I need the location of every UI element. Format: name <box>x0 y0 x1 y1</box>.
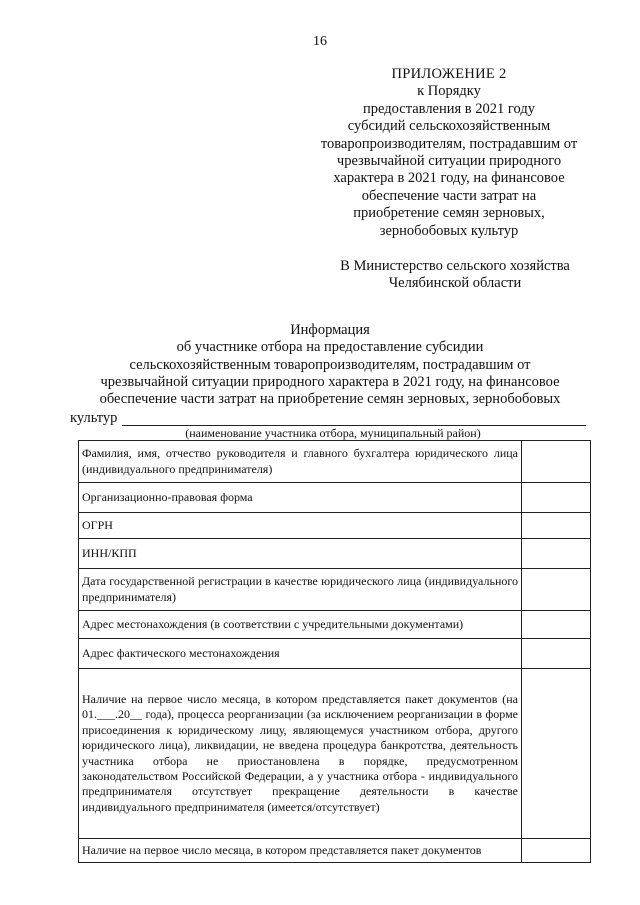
row-label: Организационно-правовая форма <box>79 483 522 513</box>
page-number: 16 <box>313 34 327 49</box>
appendix-line: приобретение семян зерновых, <box>353 205 545 222</box>
row-label: Фамилия, имя, отчество руководителя и главного бухгалтера юридического лица (индивидуального предпринимателя) <box>79 441 522 483</box>
recipient-block <box>318 258 592 293</box>
info-last-word: культур <box>70 410 118 426</box>
row-value-cell[interactable] <box>522 513 591 539</box>
table-row <box>79 539 591 569</box>
appendix-line: зернобобовых культур <box>379 222 519 239</box>
row-value-cell[interactable] <box>522 539 591 569</box>
row-value-cell[interactable] <box>522 611 591 639</box>
appendix-line: товаропроизводителям, пострадавшим от <box>320 135 578 152</box>
row-value-cell[interactable] <box>522 839 591 863</box>
appendix-line: субсидий сельскохозяйственным <box>347 118 551 135</box>
table-row <box>79 513 591 539</box>
row-value-cell[interactable] <box>522 441 591 483</box>
row-value-cell[interactable] <box>522 639 591 669</box>
row-value-cell[interactable] <box>522 669 591 839</box>
row-label: Адрес местонахождения (в соответствии с учредительными документами) <box>79 611 522 639</box>
appendix-line: к Порядку <box>417 83 481 100</box>
participant-info-table <box>78 440 591 863</box>
appendix-line: чрезвычайной ситуации природного <box>336 153 562 170</box>
row-label: Наличие на первое число месяца, в котором представляется пакет документов <box>79 839 522 863</box>
appendix-line: обеспечение части затрат на <box>361 187 537 204</box>
row-value-cell[interactable] <box>522 483 591 513</box>
info-line: сельскохозяйственным товаропроизводителям, пострадавшим от <box>129 356 531 373</box>
table-row <box>79 441 591 483</box>
info-line: об участнике отбора на предоставление субсидии <box>176 339 484 356</box>
info-heading <box>70 322 590 408</box>
table-row <box>79 839 591 863</box>
info-line: обеспечение части затрат на приобретение семян зерновых, зернобобовых <box>99 391 561 408</box>
info-line: чрезвычайной ситуации природного характера в 2021 году, на финансовое <box>100 373 560 390</box>
table-row <box>79 611 591 639</box>
table-row <box>79 669 591 839</box>
appendix-line: характера в 2021 году, на финансовое <box>333 170 565 187</box>
appendix-header <box>318 66 580 240</box>
recipient-line: Челябинской области <box>388 275 522 292</box>
row-label: ИНН/КПП <box>79 539 522 569</box>
table-row <box>79 569 591 611</box>
appendix-line: предоставления в 2021 году <box>363 100 535 117</box>
table-row <box>79 639 591 669</box>
row-value-cell[interactable] <box>522 569 591 611</box>
row-label: Наличие на первое число месяца, в котором представляется пакет документов (на 01.___.20__ года), процесса реорганизации (за исключением реорганизации в форме присоединения к юридическому лицу, являющемуся участником отбора, другого юридического лица), ликвидации, не введена процедура банкротства, деятельность участника отбора не приостановлена в порядке, предусмотренном законодательством Российской Федерации, а у участника отбора - индивидуального предпринимателя отсутствует прекращение деятельности в качестве индивидуального предпринимателя (имеется/отсутствует) <box>79 669 522 839</box>
row-label: Адрес фактического местонахождения <box>79 639 522 669</box>
row-label: Дата государственной регистрации в качестве юридического лица (индивидуального предпринимателя) <box>79 569 522 611</box>
row-label: ОГРН <box>79 513 522 539</box>
recipient-line: В Министерство сельского хозяйства <box>340 258 570 274</box>
info-title: Информация <box>290 322 370 338</box>
appendix-title: ПРИЛОЖЕНИЕ 2 <box>391 66 507 82</box>
table-row <box>79 483 591 513</box>
name-caption: (наименование участника отбора, муниципальный район) <box>185 426 481 440</box>
